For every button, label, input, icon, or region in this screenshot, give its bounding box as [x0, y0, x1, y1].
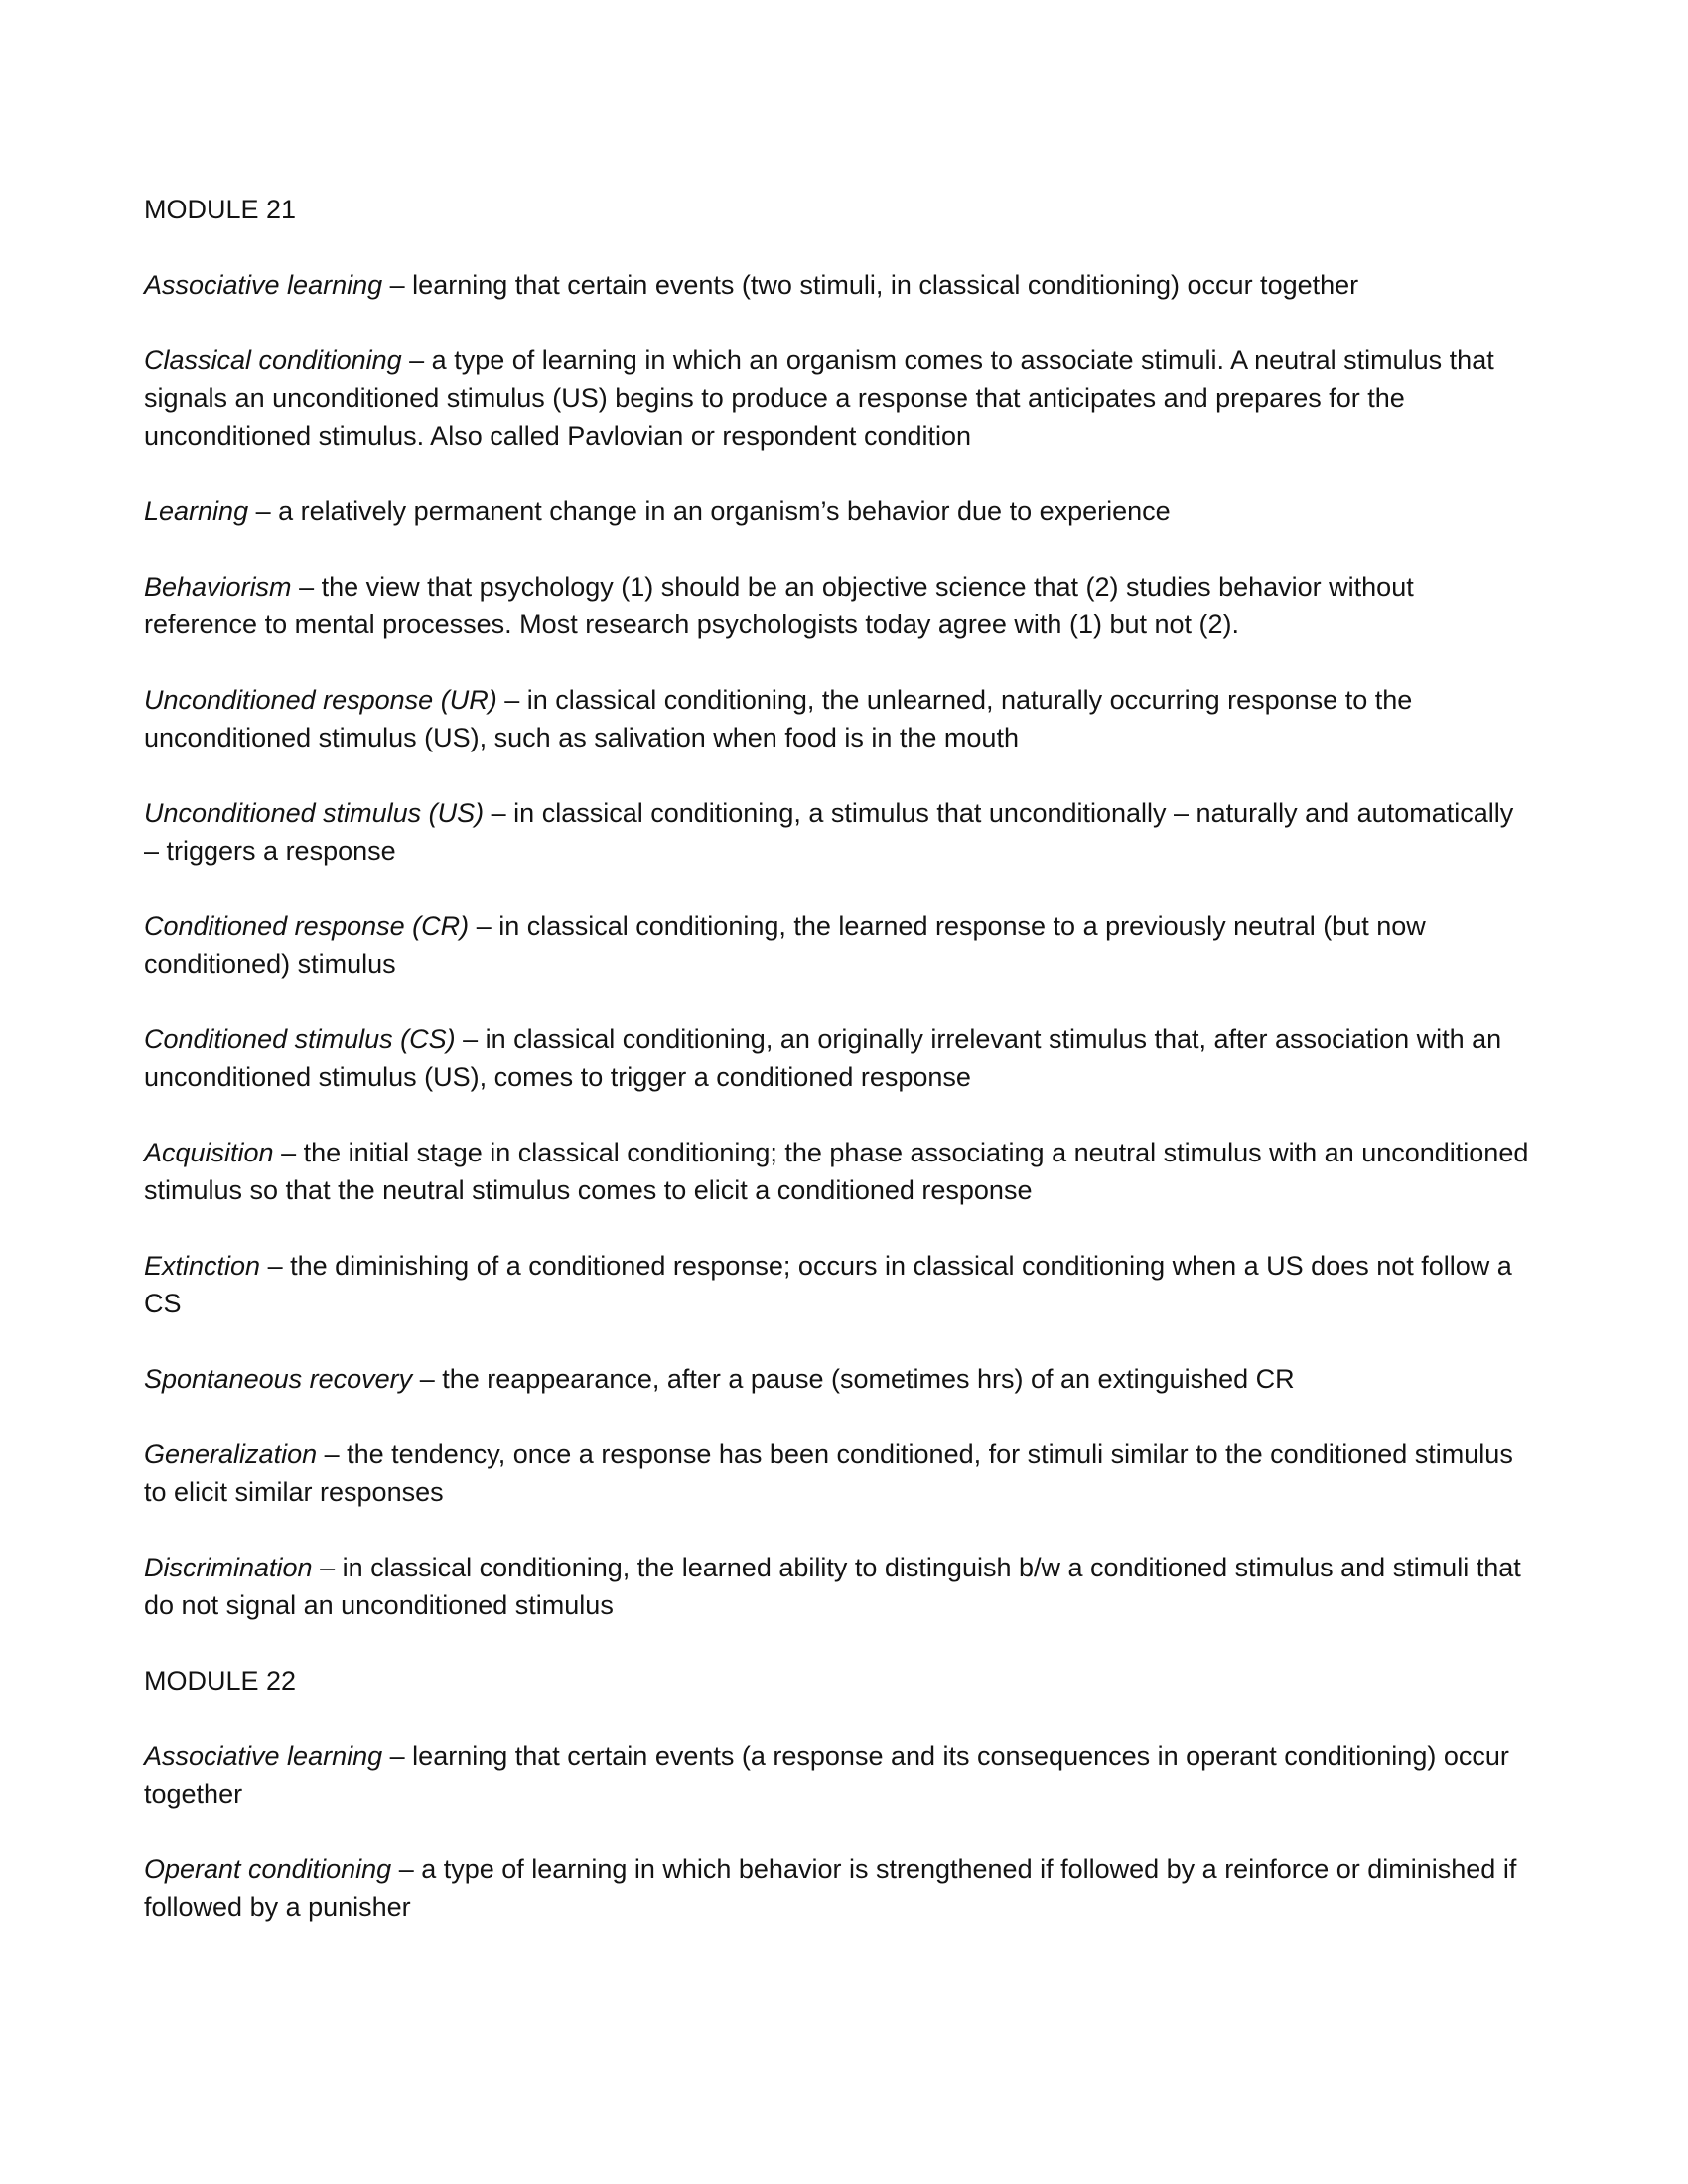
notes-body: [144, 191, 1529, 1926]
definition-unconditioned-stimulus: – in classical conditioning, a stimulus that unconditionally – naturally and automatically – triggers a response: [144, 798, 1514, 866]
term-discrimination: Discrimination: [144, 1553, 313, 1582]
term-generalization: Generalization: [144, 1439, 318, 1469]
entry-associative-learning-21: [144, 266, 1529, 304]
entry-conditioned-stimulus: [144, 1021, 1529, 1096]
entry-conditioned-response: [144, 907, 1529, 983]
entry-extinction: [144, 1247, 1529, 1322]
definition-operant-conditioning: – a type of learning in which behavior is strengthened if followed by a reinforce or diminished if followed by a punisher: [144, 1854, 1517, 1922]
entry-spontaneous-recovery: [144, 1360, 1529, 1398]
definition-acquisition: – the initial stage in classical conditioning; the phase associating a neutral stimulus with an unconditioned stimulus so that the neutral stimulus comes to elicit a conditioned response: [144, 1138, 1529, 1205]
definition-associative-learning-operant: – learning that certain events (a response and its consequences in operant conditioning) occur together: [144, 1741, 1509, 1809]
term-operant-conditioning: Operant conditioning: [144, 1854, 392, 1884]
module-21-heading: MODULE 21: [144, 195, 297, 224]
term-spontaneous-recovery: Spontaneous recovery: [144, 1364, 413, 1394]
term-unconditioned-response: Unconditioned response (UR): [144, 685, 497, 715]
term-classical-conditioning: Classical conditioning: [144, 345, 402, 375]
definition-generalization: – the tendency, once a response has been conditioned, for stimuli similar to the conditioned stimulus to elicit similar responses: [144, 1439, 1513, 1507]
definition-classical-conditioning: – a type of learning in which an organism comes to associate stimuli. A neutral stimulus that signals an unconditioned stimulus (US) begins to produce a response that anticipates and prepares for the unconditioned stimulus. Also called Pavlovian or respondent condition: [144, 345, 1494, 451]
definition-spontaneous-recovery: – the reappearance, after a pause (sometimes hrs) of an extinguished CR: [419, 1364, 1295, 1394]
term-associative-learning-operant: Associative learning: [144, 1741, 383, 1771]
entry-behaviorism: [144, 568, 1529, 643]
term-associative-learning: Associative learning: [144, 270, 383, 300]
entry-acquisition: [144, 1134, 1529, 1209]
definition-learning: – a relatively permanent change in an organism’s behavior due to experience: [255, 496, 1171, 526]
definition-unconditioned-response: – in classical conditioning, the unlearned, naturally occurring response to the unconditioned stimulus (US), such as salivation when food is in the mouth: [144, 685, 1413, 752]
entry-generalization: [144, 1435, 1529, 1511]
term-conditioned-response: Conditioned response (CR): [144, 911, 470, 941]
term-conditioned-stimulus: Conditioned stimulus (CS): [144, 1024, 456, 1054]
entry-learning: [144, 492, 1529, 530]
definition-discrimination: – in classical conditioning, the learned ability to distinguish b/w a conditioned stimulus and stimuli that do not signal an unconditioned stimulus: [144, 1553, 1521, 1620]
term-learning: Learning: [144, 496, 249, 526]
definition-extinction: – the diminishing of a conditioned response; occurs in classical conditioning when a US does not follow a CS: [144, 1251, 1512, 1318]
entry-associative-learning-22: [144, 1737, 1529, 1813]
entry-discrimination: [144, 1549, 1529, 1624]
entry-unconditioned-response: [144, 681, 1529, 756]
term-extinction: Extinction: [144, 1251, 261, 1281]
definition-associative-learning: – learning that certain events (two stimuli, in classical conditioning) occur together: [389, 270, 1359, 300]
module-22-heading: MODULE 22: [144, 1666, 297, 1696]
term-unconditioned-stimulus: Unconditioned stimulus (US): [144, 798, 485, 828]
term-behaviorism: Behaviorism: [144, 572, 292, 602]
term-acquisition: Acquisition: [144, 1138, 274, 1167]
entry-operant-conditioning: [144, 1850, 1529, 1926]
definition-conditioned-stimulus: – in classical conditioning, an originally irrelevant stimulus that, after association with an unconditioned stimulus (US), comes to trigger a conditioned response: [144, 1024, 1502, 1092]
definition-conditioned-response: – in classical conditioning, the learned response to a previously neutral (but now conditioned) stimulus: [144, 911, 1426, 979]
entry-unconditioned-stimulus: [144, 794, 1529, 870]
entry-classical-conditioning: [144, 341, 1529, 455]
definition-behaviorism: – the view that psychology (1) should be an objective science that (2) studies behavior without reference to mental processes. Most research psychologists today agree with (1) but not (2).: [144, 572, 1414, 639]
